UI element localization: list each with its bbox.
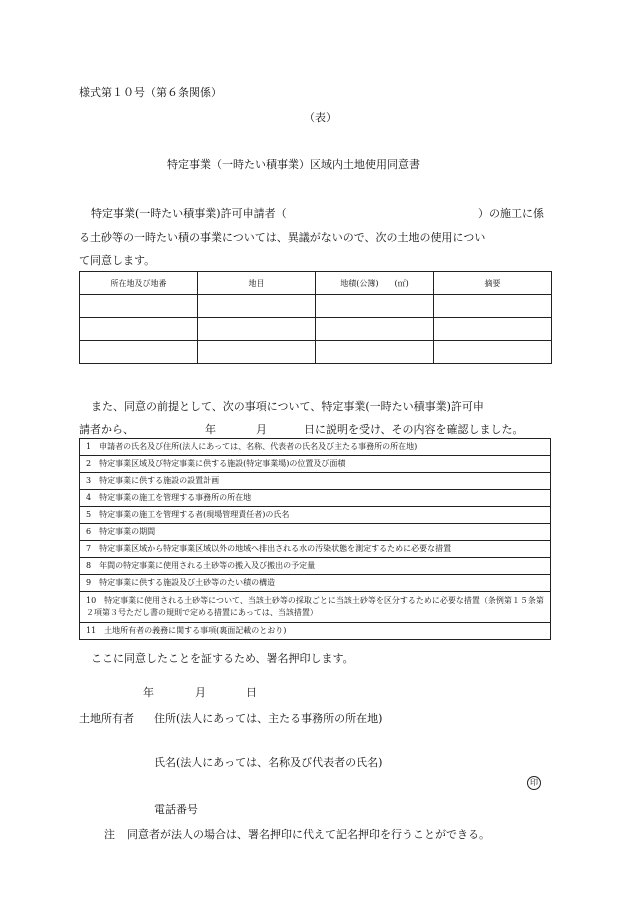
item-text: 5 特定事業の施工を管理する者(現場管理責任者)の氏名 <box>80 507 551 524</box>
table-row <box>80 341 552 364</box>
note-label: 注 <box>104 828 115 841</box>
table-row <box>80 318 552 341</box>
list-item <box>80 456 551 473</box>
intro-line2: る土砂等の一時たい積の事業については、異議がないので、次の土地の使用につい <box>79 231 486 244</box>
item-text: 11 土地所有者の義務に関する事項(裏面記載のとおり) <box>80 623 551 640</box>
header-location: 所在地及び地番 <box>80 272 198 295</box>
item-text: 3 特定事業に供する施設の設置計画 <box>80 473 551 490</box>
intro-line3: て同意します。 <box>79 254 156 267</box>
land-table <box>79 271 552 364</box>
item-text: 2 特定事業区域及び特定事業に供する施設(特定事業場)の位置及び面積 <box>80 456 551 473</box>
table-cell[interactable] <box>434 318 552 341</box>
date-year: 年 <box>143 686 154 699</box>
table-cell[interactable] <box>316 295 434 318</box>
seal-mark: 印 <box>527 776 541 790</box>
item-text: 10 特定事業に使用される土砂等について、当該土砂等の採取ごとに当該土砂等を区分するために必要な措置（条例第１５条第２項第３号ただし書の規則で定める措置にあっては、当該措置） <box>80 592 551 623</box>
table-cell[interactable] <box>198 341 316 364</box>
table-row <box>80 295 552 318</box>
header-remarks: 摘要 <box>434 272 552 295</box>
owner-label: 土地所有者 <box>79 712 134 725</box>
item-text: 9 特定事業に供する施設及び土砂等のたい積の構造 <box>80 575 551 592</box>
side-label: （表） <box>304 111 337 124</box>
header-area: 地積(公簿) (㎡) <box>316 272 434 295</box>
form-number: 様式第１０号（第６条関係） <box>79 86 222 99</box>
premise-line1: また、同意の前提として、次の事項について、特定事業(一時たい積事業)許可申 <box>91 400 484 413</box>
date-day: 日 <box>246 686 257 699</box>
header-category: 地目 <box>198 272 316 295</box>
list-item <box>80 575 551 592</box>
table-cell[interactable] <box>80 295 198 318</box>
list-item <box>80 524 551 541</box>
premise-month: 月 <box>256 423 267 436</box>
item-text: 8 年間の特定事業に使用される土砂等の搬入及び搬出の予定量 <box>80 558 551 575</box>
list-item <box>80 558 551 575</box>
phone-label: 電話番号 <box>154 803 198 816</box>
list-item <box>80 592 551 623</box>
list-item <box>80 490 551 507</box>
list-item <box>80 541 551 558</box>
list-item <box>80 439 551 456</box>
intro-line1a: 特定事業(一時たい積事業)許可申請者（ <box>91 207 287 220</box>
table-cell[interactable] <box>80 318 198 341</box>
premise-line2a: 請者から、 <box>79 423 134 436</box>
land-table-header <box>80 272 552 295</box>
table-cell[interactable] <box>316 341 434 364</box>
list-item <box>80 473 551 490</box>
table-cell[interactable] <box>80 341 198 364</box>
certify-statement: ここに同意したことを証するため、署名押印します。 <box>91 652 354 665</box>
premise-year: 年 <box>205 423 216 436</box>
item-text: 1 申請者の氏名及び住所(法人にあっては、名称、代表者の氏名及び主たる事務所の所在地) <box>80 439 551 456</box>
list-item <box>80 507 551 524</box>
table-cell[interactable] <box>316 318 434 341</box>
intro-line1b: ）の施工に係 <box>478 207 544 220</box>
date-month: 月 <box>195 686 206 699</box>
name-label: 氏名(法人にあっては、名称及び代表者の氏名) <box>154 756 383 769</box>
items-table <box>79 438 551 640</box>
table-cell[interactable] <box>434 341 552 364</box>
table-cell[interactable] <box>434 295 552 318</box>
page-title: 特定事業（一時たい積事業）区域内土地使用同意書 <box>167 158 420 171</box>
address-label: 住所(法人にあっては、主たる事務所の所在地) <box>154 712 383 725</box>
note-text: 同意者が法人の場合は、署名押印に代えて記名押印を行うことができる。 <box>127 828 490 841</box>
table-cell[interactable] <box>198 295 316 318</box>
premise-line2b: 日に説明を受け、その内容を確認しました。 <box>304 423 524 436</box>
item-text: 6 特定事業の期間 <box>80 524 551 541</box>
item-text: 7 特定事業区域から特定事業区域以外の地域へ排出される水の汚染状態を測定するために必要な措置 <box>80 541 551 558</box>
table-cell[interactable] <box>198 318 316 341</box>
item-text: 4 特定事業の施工を管理する事務所の所在地 <box>80 490 551 507</box>
list-item <box>80 623 551 640</box>
